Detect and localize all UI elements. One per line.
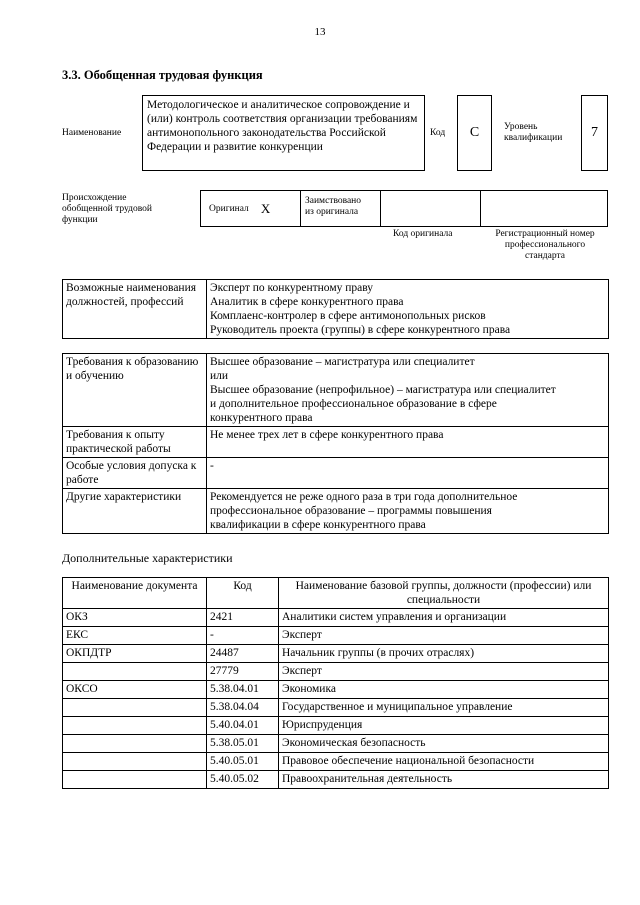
requirement-label: Особые условия допуска к работе [63, 458, 207, 489]
name-cell: Правоохранительная деятельность [279, 771, 609, 789]
reg-number-cell [481, 191, 607, 226]
requirement-value [207, 354, 609, 427]
origin-label-line-3: функции [62, 215, 98, 225]
requirement-line: Не менее трех лет в сфере конкурентного права [210, 429, 444, 441]
reg-number-caption-line-1: Регистрационный номер [495, 229, 595, 239]
header-code: Код [207, 578, 279, 609]
function-name-box: Методологическое и аналитическое сопровождение и (или) контроль соответствия организации требованиям антимонопольного законодательства Российской Федерации и развитие конкуренции [142, 95, 425, 171]
requirement-label: Другие характеристики [63, 489, 207, 534]
borrowed-label-line-1: Заимствовано [305, 196, 362, 206]
code-value-box: С [457, 95, 492, 171]
additional-title: Дополнительные характеристики [62, 551, 233, 565]
name-label: Наименование [62, 128, 122, 138]
doc-cell: ОКСО [63, 681, 207, 699]
requirement-row [63, 427, 609, 458]
additional-table [62, 577, 609, 789]
header-name: Наименование базовой группы, должности (профессии) или специальности [279, 578, 609, 609]
origin-label-line-2: обобщенной трудовой [62, 204, 152, 214]
doc-cell: ОКЗ [63, 609, 207, 627]
requirement-line: квалификации в сфере конкурентного права [210, 519, 426, 531]
requirement-line: Рекомендуется не реже одного раза в три года дополнительное [210, 491, 518, 503]
code-cell: 2421 [207, 609, 279, 627]
doc-cell [63, 699, 207, 717]
code-original-caption: Код оригинала [393, 229, 453, 239]
table-row [63, 681, 609, 699]
name-cell: Юриспруденция [279, 717, 609, 735]
requirement-value [207, 458, 609, 489]
position-item: Комплаенс-контролер в сфере антимонопольных рисков [210, 310, 486, 322]
table-row [63, 645, 609, 663]
level-label [504, 122, 562, 144]
page-number: 13 [314, 26, 326, 38]
code-cell: 5.40.05.02 [207, 771, 279, 789]
table-row [63, 771, 609, 789]
name-cell: Начальник группы (в прочих отраслях) [279, 645, 609, 663]
borrowed-label-line-2: из оригинала [305, 207, 359, 217]
section-title: 3.3. Обобщенная трудовая функция [62, 68, 263, 82]
level-label-line-1: Уровень [504, 122, 538, 132]
requirement-line: Высшее образование – магистратура или специалитет [210, 356, 475, 368]
reg-number-caption [480, 229, 610, 262]
requirement-label: Требования к образованию и обучению [63, 354, 207, 427]
origin-label [62, 193, 152, 226]
requirement-row [63, 458, 609, 489]
name-cell: Эксперт [279, 627, 609, 645]
code-cell: - [207, 627, 279, 645]
requirement-line: и дополнительное профессиональное образование в сфере [210, 398, 497, 410]
position-item: Аналитик в сфере конкурентного права [210, 296, 404, 308]
requirement-row [63, 489, 609, 534]
position-item: Эксперт по конкурентному праву [210, 282, 374, 294]
code-original-cell [381, 191, 481, 226]
name-cell: Государственное и муниципальное управление [279, 699, 609, 717]
code-cell: 5.40.05.01 [207, 753, 279, 771]
requirement-line: - [210, 460, 214, 472]
positions-label: Возможные наименования должностей, профессий [63, 280, 207, 339]
table-row [63, 627, 609, 645]
table-row [63, 753, 609, 771]
requirement-line: профессиональное образование – программы повышения [210, 505, 492, 517]
positions-table [62, 279, 609, 339]
reg-number-caption-line-2: профессионального [504, 240, 586, 250]
level-label-line-2: квалификации [504, 133, 563, 143]
code-cell: 5.38.04.01 [207, 681, 279, 699]
original-label: Оригинал [209, 203, 249, 214]
code-cell: 5.38.05.01 [207, 735, 279, 753]
requirement-value [207, 489, 609, 534]
code-cell: 24487 [207, 645, 279, 663]
name-cell: Аналитики систем управления и организации [279, 609, 609, 627]
code-label: Код [430, 128, 446, 138]
table-row [63, 735, 609, 753]
table-row [63, 717, 609, 735]
name-cell: Эксперт [279, 663, 609, 681]
table-row [63, 663, 609, 681]
doc-cell: ОКПДТР [63, 645, 207, 663]
requirement-line: Высшее образование (непрофильное) – магистратура или специалитет [210, 384, 556, 396]
doc-cell [63, 717, 207, 735]
original-cell [201, 191, 301, 226]
doc-cell [63, 771, 207, 789]
position-item: Руководитель проекта (группы) в сфере конкурентного права [210, 324, 511, 336]
doc-cell [63, 753, 207, 771]
table-row [63, 609, 609, 627]
level-value-box: 7 [581, 95, 608, 171]
requirement-value [207, 427, 609, 458]
code-cell: 27779 [207, 663, 279, 681]
additional-header-row [63, 578, 609, 609]
header-doc: Наименование документа [63, 578, 207, 609]
doc-cell [63, 663, 207, 681]
doc-cell: ЕКС [63, 627, 207, 645]
name-cell: Экономическая безопасность [279, 735, 609, 753]
borrowed-cell [301, 191, 381, 226]
origin-label-line-1: Происхождение [62, 193, 127, 203]
requirement-line: или [210, 370, 229, 382]
original-mark: X [260, 200, 271, 216]
reg-number-caption-line-3: стандарта [525, 251, 565, 261]
code-cell: 5.40.04.01 [207, 717, 279, 735]
requirement-row [63, 354, 609, 427]
doc-cell [63, 735, 207, 753]
requirements-table [62, 353, 609, 534]
requirement-label: Требования к опыту практической работы [63, 427, 207, 458]
requirement-line: конкурентного права [210, 412, 313, 424]
name-cell: Экономика [279, 681, 609, 699]
positions-list [207, 280, 609, 339]
name-cell: Правовое обеспечение национальной безопасности [279, 753, 609, 771]
code-cell: 5.38.04.04 [207, 699, 279, 717]
table-row [63, 699, 609, 717]
origin-row [200, 190, 608, 227]
